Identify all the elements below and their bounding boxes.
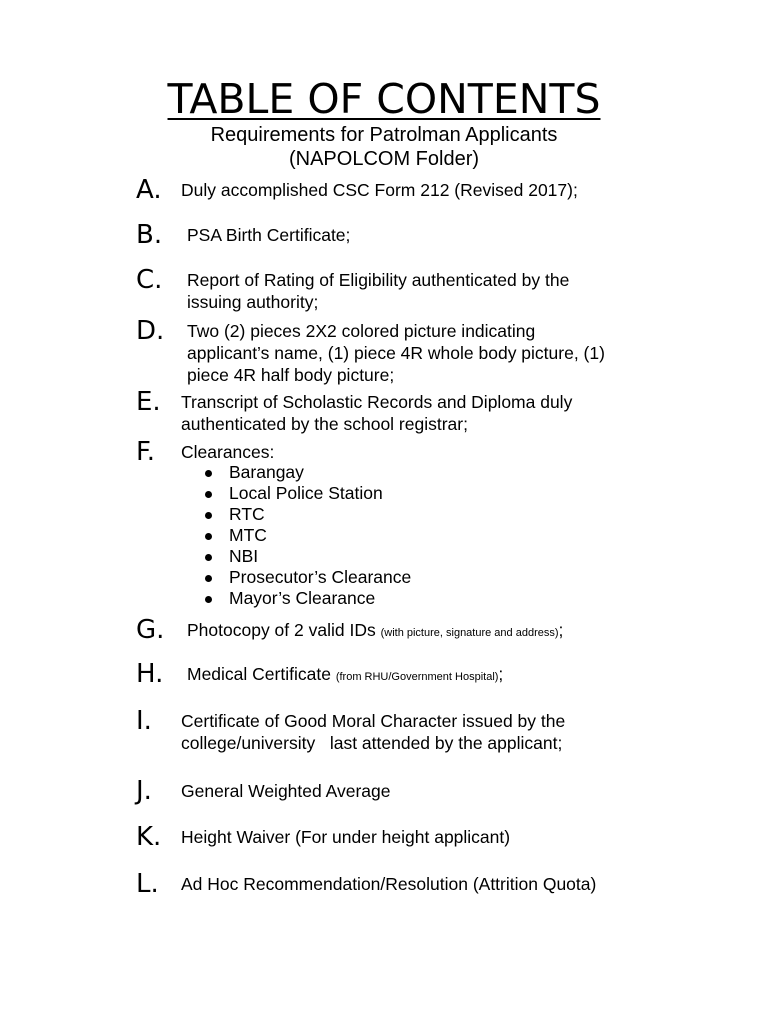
list-item: NBI <box>203 546 411 567</box>
item-note: (from RHU/Government Hospital) <box>335 671 499 683</box>
list-item: RTC <box>203 504 411 525</box>
item-letter: L. <box>136 869 159 899</box>
bullet-icon <box>205 533 212 540</box>
item-letter: C. <box>136 265 163 295</box>
clearances-list <box>203 462 411 609</box>
list-item: Barangay <box>203 462 411 483</box>
item-letter: G. <box>136 615 165 645</box>
bullet-icon <box>205 554 212 561</box>
item-text: PSA Birth Certificate; <box>187 225 351 245</box>
item-letter: B. <box>136 220 163 250</box>
bullet-icon <box>205 575 212 582</box>
item-text: Photocopy of 2 valid IDs (with picture, signature and address); <box>187 620 564 640</box>
item-letter: A. <box>136 175 162 205</box>
bullet-icon <box>205 491 212 498</box>
item-letter: F. <box>136 437 156 467</box>
page-title: TABLE OF CONTENTS <box>167 75 601 123</box>
item-text: Report of Rating of Eligibility authenticated by the issuing authority; <box>187 270 570 312</box>
item-text: Duly accomplished CSC Form 212 (Revised 2017); <box>181 180 578 200</box>
item-text: Two (2) pieces 2X2 colored picture indicating applicant’s name, (1) piece 4R whole body picture, (1) piece 4R half body picture; <box>187 321 605 385</box>
list-item: Mayor’s Clearance <box>203 588 411 609</box>
subtitle-requirements: Requirements for Patrolman Applicants <box>210 124 558 146</box>
item-letter: E. <box>136 387 161 417</box>
item-text: Height Waiver (For under height applicant) <box>181 827 511 847</box>
item-text: Transcript of Scholastic Records and Diploma duly authenticated by the school registrar; <box>181 392 573 434</box>
list-item: Prosecutor’s Clearance <box>203 567 411 588</box>
subtitle-folder: (NAPOLCOM Folder) <box>288 148 480 170</box>
item-text: Ad Hoc Recommendation/Resolution (Attrition Quota) <box>181 874 597 894</box>
item-letter: D. <box>136 316 165 346</box>
item-text: Certificate of Good Moral Character issued by the college/university last attended by the applicant; <box>181 711 566 753</box>
item-letter: J. <box>136 776 152 806</box>
item-text: Medical Certificate (from RHU/Government Hospital); <box>187 664 504 684</box>
item-text: General Weighted Average <box>181 781 391 801</box>
item-letter: I. <box>136 706 152 736</box>
bullet-icon <box>205 596 212 603</box>
list-item: Local Police Station <box>203 483 411 504</box>
item-letter: K. <box>136 822 162 852</box>
item-text: Clearances: <box>181 442 275 462</box>
item-letter: H. <box>136 659 164 689</box>
item-note: (with picture, signature and address) <box>380 627 559 639</box>
bullet-icon <box>205 512 212 519</box>
bullet-icon <box>205 470 212 477</box>
list-item: MTC <box>203 525 411 546</box>
